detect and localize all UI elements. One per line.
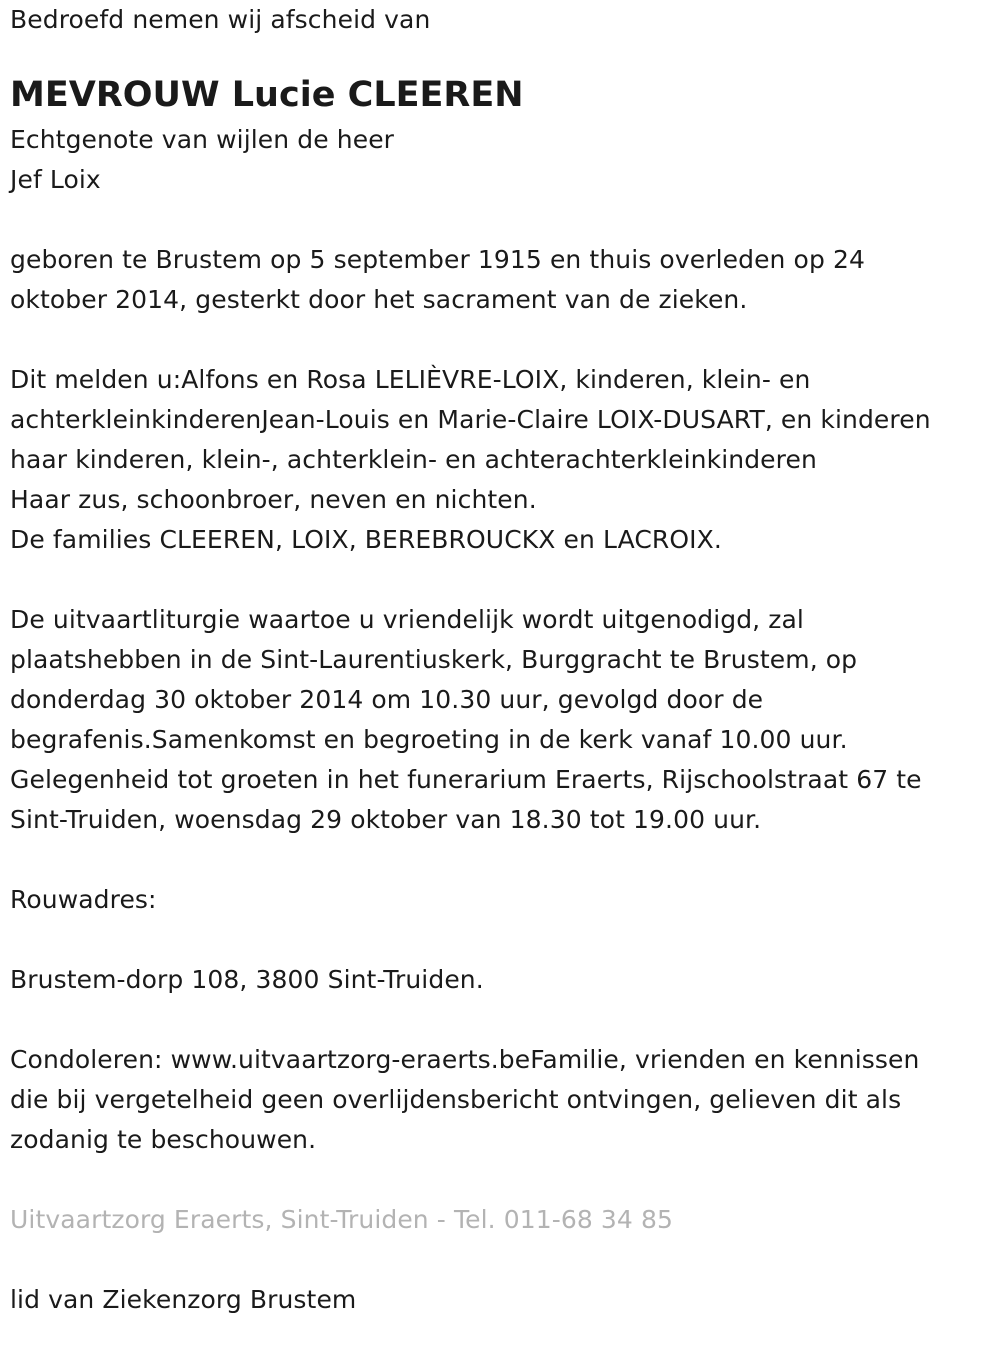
announcement-line-5: De families CLEEREN, LOIX, BEREBROUCKX en LACROIX.: [10, 525, 722, 554]
funeral-line-6: Sint-Truiden, woensdag 29 oktober van 18.30 tot 19.00 uur.: [10, 805, 762, 834]
deceased-name: MEVROUW Lucie CLEEREN: [10, 75, 524, 115]
spouse-line-1: Echtgenote van wijlen de heer: [10, 125, 395, 154]
spouse-line-2: Jef Loix: [10, 165, 101, 194]
announcement-line-1: Dit melden u:Alfons en Rosa LELIÈVRE-LOIX, kinderen, klein- en: [10, 365, 811, 394]
funeral-line-3: donderdag 30 oktober 2014 om 10.30 uur, gevolgd door de: [10, 685, 764, 714]
condolences-line-2: die bij vergetelheid geen overlijdensbericht ontvingen, gelieven dit als: [10, 1085, 902, 1114]
condolences-line-1: Condoleren: www.uitvaartzorg-eraerts.beFamilie, vrienden en kennissen: [10, 1045, 920, 1074]
spacer: [10, 1000, 990, 1040]
birth-death-line-1: geboren te Brustem op 5 september 1915 en thuis overleden op 24: [10, 245, 865, 274]
spacer: [10, 320, 990, 360]
spacer: [10, 560, 990, 600]
spacer: [10, 1160, 990, 1200]
announcement-line-4: Haar zus, schoonbroer, neven en nichten.: [10, 485, 537, 514]
mourning-address: Brustem-dorp 108, 3800 Sint-Truiden.: [10, 965, 484, 994]
funeral-line-4: begrafenis.Samenkomst en begroeting in de kerk vanaf 10.00 uur.: [10, 725, 848, 754]
intro-text: Bedroefd nemen wij afscheid van: [10, 5, 431, 34]
spacer: [10, 920, 990, 960]
condolences-line-3: zodanig te beschouwen.: [10, 1125, 317, 1154]
obituary-notice: [10, 0, 990, 1320]
spacer: [10, 1240, 990, 1280]
announcement-line-2: achterkleinkinderenJean-Louis en Marie-Claire LOIX-DUSART, en kinderen: [10, 405, 931, 434]
spacer: [10, 200, 990, 240]
mourning-address-label: Rouwadres:: [10, 885, 157, 914]
spacer: [10, 840, 990, 880]
announcement-line-3: haar kinderen, klein-, achterklein- en achterachterkleinkinderen: [10, 445, 817, 474]
funeral-line-2: plaatshebben in de Sint-Laurentiuskerk, Burggracht te Brustem, op: [10, 645, 858, 674]
membership-note: lid van Ziekenzorg Brustem: [10, 1285, 357, 1314]
funeral-line-5: Gelegenheid tot groeten in het funerarium Eraerts, Rijschoolstraat 67 te: [10, 765, 922, 794]
funeral-line-1: De uitvaartliturgie waartoe u vriendelijk wordt uitgenodigd, zal: [10, 605, 804, 634]
birth-death-line-2: oktober 2014, gesterkt door het sacrament van de zieken.: [10, 285, 748, 314]
funeral-home-contact: Uitvaartzorg Eraerts, Sint-Truiden - Tel. 011-68 34 85: [10, 1205, 673, 1234]
